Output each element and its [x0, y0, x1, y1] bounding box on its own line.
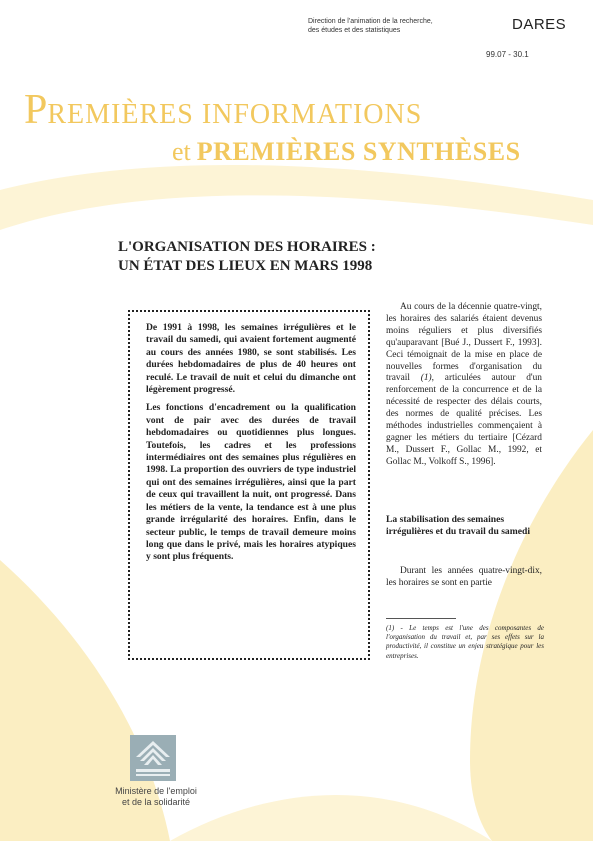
summary-box	[146, 322, 356, 570]
masthead-line-1	[24, 87, 423, 133]
masthead-line-1-rest: REMIÈRES INFORMATIONS	[47, 99, 423, 130]
masthead-line-2-rest: PREMIÈRES SYNTHÈSES	[196, 137, 521, 166]
article-title-line-1: L'ORGANISATION DES HORAIRES :	[118, 239, 376, 255]
masthead-line-2	[172, 137, 521, 167]
ministry-line-1: Ministère de l'emploi	[115, 786, 197, 796]
footnote-divider	[386, 618, 456, 619]
footnote: (1) - Le temps est l'une des composantes de l'organisation du travail et, par ses effets sur la productivité, il constitue un enjeu stratégique pour les entreprises.	[386, 624, 544, 660]
masthead-et: et	[172, 137, 191, 166]
footnote-reference: (1)	[420, 373, 432, 384]
summary-paragraph-1: De 1991 à 1998, les semaines irrégulières et le travail du samedi, qui avaient fortement augmenté au cours des années 1980, se sont stabilisés. Les durées hebdomadaires de plus de 40 heures ont reculé. Le travail de nuit et celui du dimanche ont légèrement progressé.	[146, 322, 356, 396]
section-paragraph: Durant les années quatre-vingt-dix, les horaires se sont en partie	[386, 566, 542, 588]
ministry-line-2: et de la solidarité	[121, 796, 191, 807]
publication-reference: 99.07 - 30.1	[486, 50, 529, 59]
ministry-name	[107, 786, 205, 807]
summary-paragraph-2: Les fonctions d'encadrement ou la qualification vont de pair avec des durées de travail hebdomadaires ou quotidiennes plus longues. Toutefois, les cadres et les professions intermédiaires ont des semaines plus régulières en 1998. La proportion des ouvriers de type industriel qui ont des semaines irrégulières, ainsi que la part de ceux qui travaillent la nuit, ont progressé. Dans les métiers de la vente, la tendance est à une plus grande irrégularité des horaires. Enfin, dans le secteur public, le temps de travail demeure moins long que dans le privé, mais les horaires atypiques y sont plus fréquents.	[146, 402, 356, 563]
article-title-line-2: UN ÉTAT DES LIEUX EN MARS 1998	[118, 258, 373, 274]
masthead-initial: P	[24, 87, 48, 133]
article-title	[118, 238, 376, 276]
ministry-logo-icon	[130, 735, 176, 781]
intro-text-b: , articulées autour d'un renforcement de la concurrence et de la nécessité de respecter des délais courts, des normes de qualité précises. Les méthodes industrielles commençaient à gagner les métiers du tertiaire [Cézard M., Dussert F., Gollac M., 1992, et Gollac M., Volkoff S., 1996].	[386, 373, 542, 467]
intro-paragraph	[386, 302, 542, 469]
header-organization	[308, 17, 488, 35]
org-line-1: Direction de l'animation de la recherche,	[308, 18, 433, 25]
intro-text-a: Au cours de la décennie quatre-vingt, les horaires des salariés étaient devenus moins réguliers et plus diversifiés qu'auparavant [Bué J., Dussert F., 1993]. Ceci témoignait de la mise en place de nouvelles formes d'organisation du travail	[386, 302, 542, 384]
intro-column	[386, 302, 542, 469]
org-line-2: des études et des statistiques	[308, 27, 401, 34]
section-column	[386, 566, 542, 590]
brand-dares: DARES	[512, 16, 567, 33]
section-heading: La stabilisation des semaines irrégulières et du travail du samedi	[386, 514, 530, 537]
